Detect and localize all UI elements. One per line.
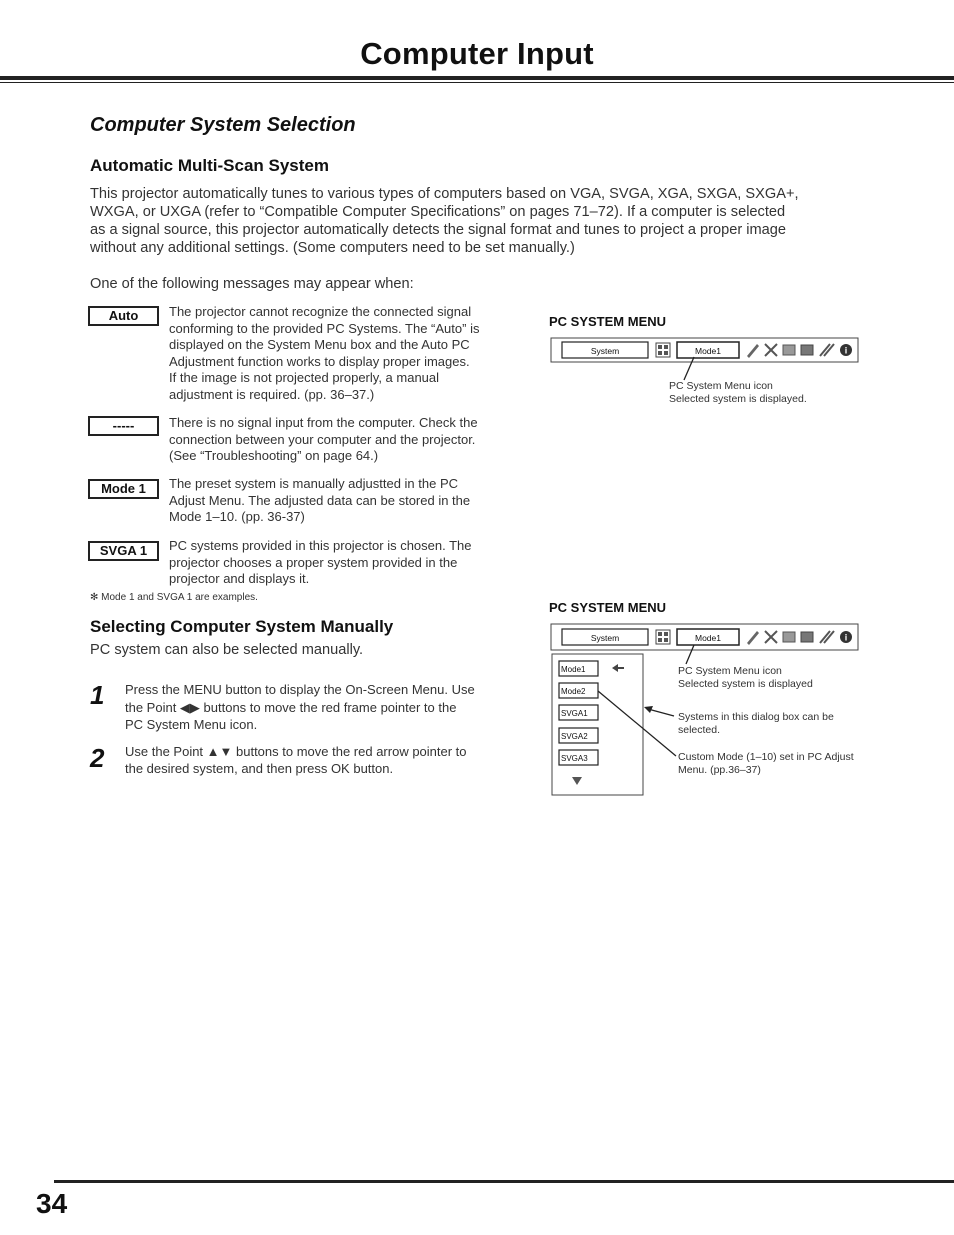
desc-line: Adjustment function works to display proper images.: [169, 353, 470, 369]
callout-line: Custom Mode (1–10) set in PC Adjust: [678, 751, 854, 763]
desc-line: projector chooses a proper system provided in the: [169, 554, 458, 570]
messages-intro: One of the following messages may appear when:: [90, 276, 414, 292]
desc-line: There is no signal input from the computer. Check the: [169, 415, 478, 430]
list-item: SVGA3: [561, 754, 588, 763]
paragraph-line: without any additional settings. (Some computers need to be set manually.): [90, 240, 575, 256]
menu2-mode-text: Mode1: [695, 633, 721, 643]
paragraph-line: This projector automatically tunes to various types of computers based on VGA, SVGA, XGA, SXGA, SXGA+,: [90, 186, 799, 202]
menu1-system-text: System: [590, 346, 620, 356]
footnote: ✻ Mode 1 and SVGA 1 are examples.: [90, 592, 258, 603]
menu2-system-text: System: [590, 633, 620, 643]
system-dialog: [552, 654, 643, 795]
message-box-auto: Auto: [88, 306, 159, 326]
menu2-label: PC SYSTEM MENU: [549, 600, 667, 615]
list-item: Mode1: [561, 665, 586, 674]
callout-line: Systems in this dialog box can be: [678, 711, 834, 723]
desc-line: If the image is not projected properly, a manual: [169, 370, 440, 385]
footer-rule: [54, 1180, 954, 1183]
menu1-mode-text: Mode1: [695, 346, 721, 356]
callout-line: Menu. (pp.36–37): [678, 763, 761, 776]
step-line: Use the Point ▲▼ buttons to move the red arrow pointer to: [125, 744, 467, 759]
list-item: SVGA2: [561, 732, 588, 741]
menu1-bar: [551, 338, 858, 362]
callout-line: PC System Menu icon: [669, 380, 773, 392]
callout-line: Selected system is displayed.: [669, 392, 807, 405]
desc-line: displayed on the System Menu box and the Auto PC: [169, 337, 470, 352]
paragraph-line: as a signal source, this projector automatically detects the signal format and tunes to project a proper image: [90, 222, 787, 238]
paragraph-line: WXGA, or UXGA (refer to “Compatible Computer Specifications” on pages 71–72). If a computer is selected: [90, 204, 786, 220]
callout-line: selected.: [678, 723, 721, 736]
step-line: the desired system, and then press OK button.: [125, 761, 394, 776]
menu1-label: PC SYSTEM MENU: [549, 314, 667, 329]
desc-line: adjustment is required. (pp. 36–37.): [169, 386, 375, 402]
desc-line: conforming to the provided PC Systems. The “Auto” is: [169, 320, 480, 336]
desc-line: Adjust Menu. The adjusted data can be stored in the: [169, 492, 471, 508]
menu2-callout-a: [678, 665, 813, 690]
callout-line: Selected system is displayed: [678, 677, 813, 690]
step-number-1: 1: [90, 680, 105, 710]
menu2-callout-c: [678, 751, 854, 776]
callout-arrow-b: [644, 706, 674, 716]
desc-line: projector and displays it.: [169, 571, 310, 586]
desc-line: (See “Troubleshooting” on page 64.): [169, 448, 379, 463]
pc-system-icon: [656, 630, 670, 644]
desc-line: The preset system is manually adjustted in the PC: [169, 476, 459, 491]
desc-line: PC systems provided in this projector is chosen. The: [169, 538, 472, 553]
auto-multiscan-heading: Automatic Multi-Scan System: [90, 156, 329, 175]
message-box-mode1: Mode 1: [88, 479, 159, 499]
step-line: the Point ◀▶ buttons to move the red frame pointer to the: [125, 699, 457, 715]
desc-line: connection between your computer and the projector.: [169, 431, 476, 447]
desc-line: Mode 1–10. (pp. 36-37): [169, 509, 305, 524]
step-line: Press the MENU button to display the On-Screen Menu. Use: [125, 682, 475, 697]
manual-heading: Selecting Computer System Manually: [90, 617, 394, 636]
callout-line: PC System Menu icon: [678, 665, 782, 677]
pc-system-icon: [656, 343, 670, 357]
list-item: Mode2: [561, 687, 586, 696]
section-title: Computer System Selection: [90, 114, 356, 136]
step-number-2: 2: [90, 743, 105, 773]
page-number: 34: [36, 1188, 68, 1219]
list-item: SVGA1: [561, 709, 588, 718]
message-box-svga1: SVGA 1: [88, 541, 159, 561]
menu2-bar: [551, 624, 858, 650]
step-line: PC System Menu icon.: [125, 717, 258, 732]
svg-text:i: i: [844, 632, 848, 643]
manual-intro: PC system can also be selected manually.: [90, 642, 364, 658]
menu1-callout: [669, 380, 807, 405]
page-title: Computer Input: [360, 36, 594, 71]
desc-line: The projector cannot recognize the connected signal: [169, 304, 472, 319]
svg-text:i: i: [844, 345, 848, 356]
message-box-none: -----: [88, 416, 159, 436]
menu2-callout-b: [678, 711, 834, 736]
